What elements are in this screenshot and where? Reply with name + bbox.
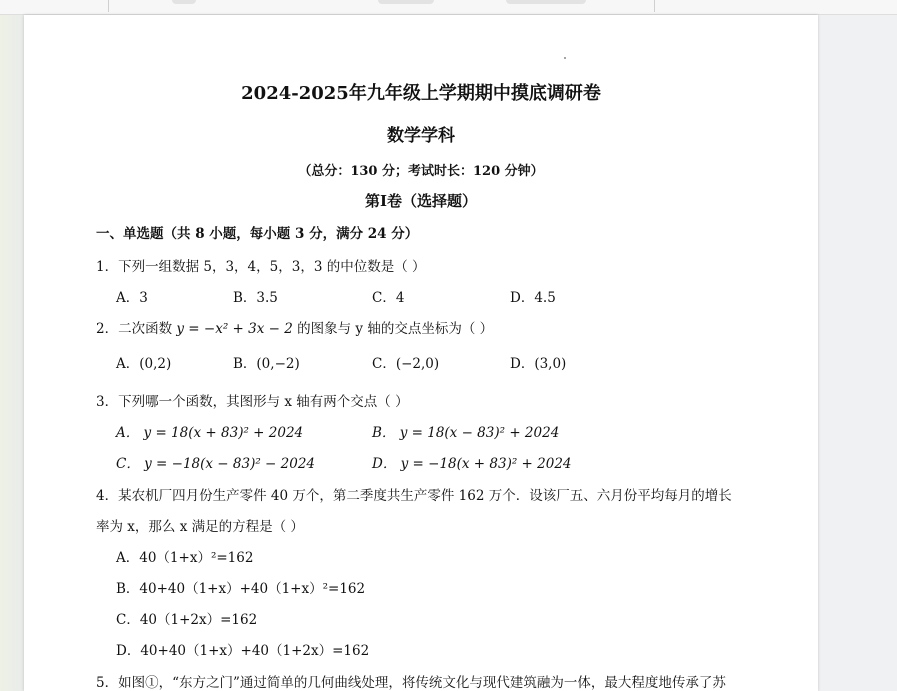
section-heading: 一、单选题（共 8 小题，每小题 3 分，满分 24 分） <box>96 226 419 242</box>
toolbar-separator <box>108 0 109 12</box>
q1-option-a: A．3 <box>116 290 148 306</box>
q1-option-b: B．3.5 <box>233 290 278 306</box>
volume-heading: 第Ⅰ卷（选择题） <box>364 192 478 210</box>
right-margin-pane <box>818 15 897 691</box>
q2-stem-math: y = −x² + 3x − 2 <box>176 321 293 337</box>
q1-option-d: D．4.5 <box>510 290 556 306</box>
exam-subject: 数学学科 <box>387 126 455 146</box>
toolbar-tab[interactable] <box>378 0 434 4</box>
q2-option-b: B．(0,−2) <box>233 356 300 372</box>
q3-option-c: C． y = −18(x − 83)² − 2024 <box>116 456 316 472</box>
question-2-stem <box>96 317 493 337</box>
q1-option-c: C．4 <box>372 290 405 306</box>
toolbar-tab[interactable] <box>506 0 586 4</box>
q4-option-b: B．40+40（1+x）+40（1+x）²=162 <box>116 581 366 597</box>
left-margin-pane <box>0 15 24 691</box>
stray-dot <box>564 57 566 59</box>
q3-option-b: B． y = 18(x − 83)² + 2024 <box>372 425 560 441</box>
exam-meta: （总分：130 分；考试时长：120 分钟） <box>298 164 544 179</box>
question-3-stem: 3．下列哪一个函数，其图形与 x 轴有两个交点（ ） <box>96 394 409 410</box>
document-page <box>24 15 818 691</box>
q4-option-a: A．40（1+x）²=162 <box>116 550 254 566</box>
q2-stem-suffix: 的图象与 y 轴的交点坐标为（ ） <box>297 321 494 337</box>
viewer-toolbar <box>0 0 897 15</box>
q2-option-c: C．(−2,0) <box>372 356 440 372</box>
q3-option-d: D． y = −18(x + 83)² + 2024 <box>372 456 572 472</box>
question-5-stem: 5．如图①，“东方之门”通过简单的几何曲线处理，将传统文化与现代建筑融为一体，最大程度地传承了苏 <box>96 675 726 691</box>
q2-stem-prefix: 2．二次函数 <box>96 321 173 337</box>
q2-option-a: A．(0,2) <box>116 356 172 372</box>
q4-option-c: C．40（1+2x）=162 <box>116 612 258 628</box>
toolbar-tab[interactable] <box>172 0 196 4</box>
question-1-stem: 1．下列一组数据 5，3，4，5，3，3 的中位数是（ ） <box>96 259 426 275</box>
q3-option-a: A． y = 18(x + 83)² + 2024 <box>116 425 304 441</box>
exam-title: 2024-2025年九年级上学期期中摸底调研卷 <box>241 83 601 104</box>
question-4-stem-line-1: 4．某农机厂四月份生产零件 40 万个，第二季度共生产零件 162 万个．设该厂五、六月份平均每月的增长 <box>96 488 732 504</box>
q2-option-d: D．(3,0) <box>510 356 567 372</box>
toolbar-separator <box>654 0 655 12</box>
q4-option-d: D．40+40（1+x）+40（1+2x）=162 <box>116 643 370 659</box>
question-4-stem-line-2: 率为 x，那么 x 满足的方程是（ ） <box>96 519 304 535</box>
